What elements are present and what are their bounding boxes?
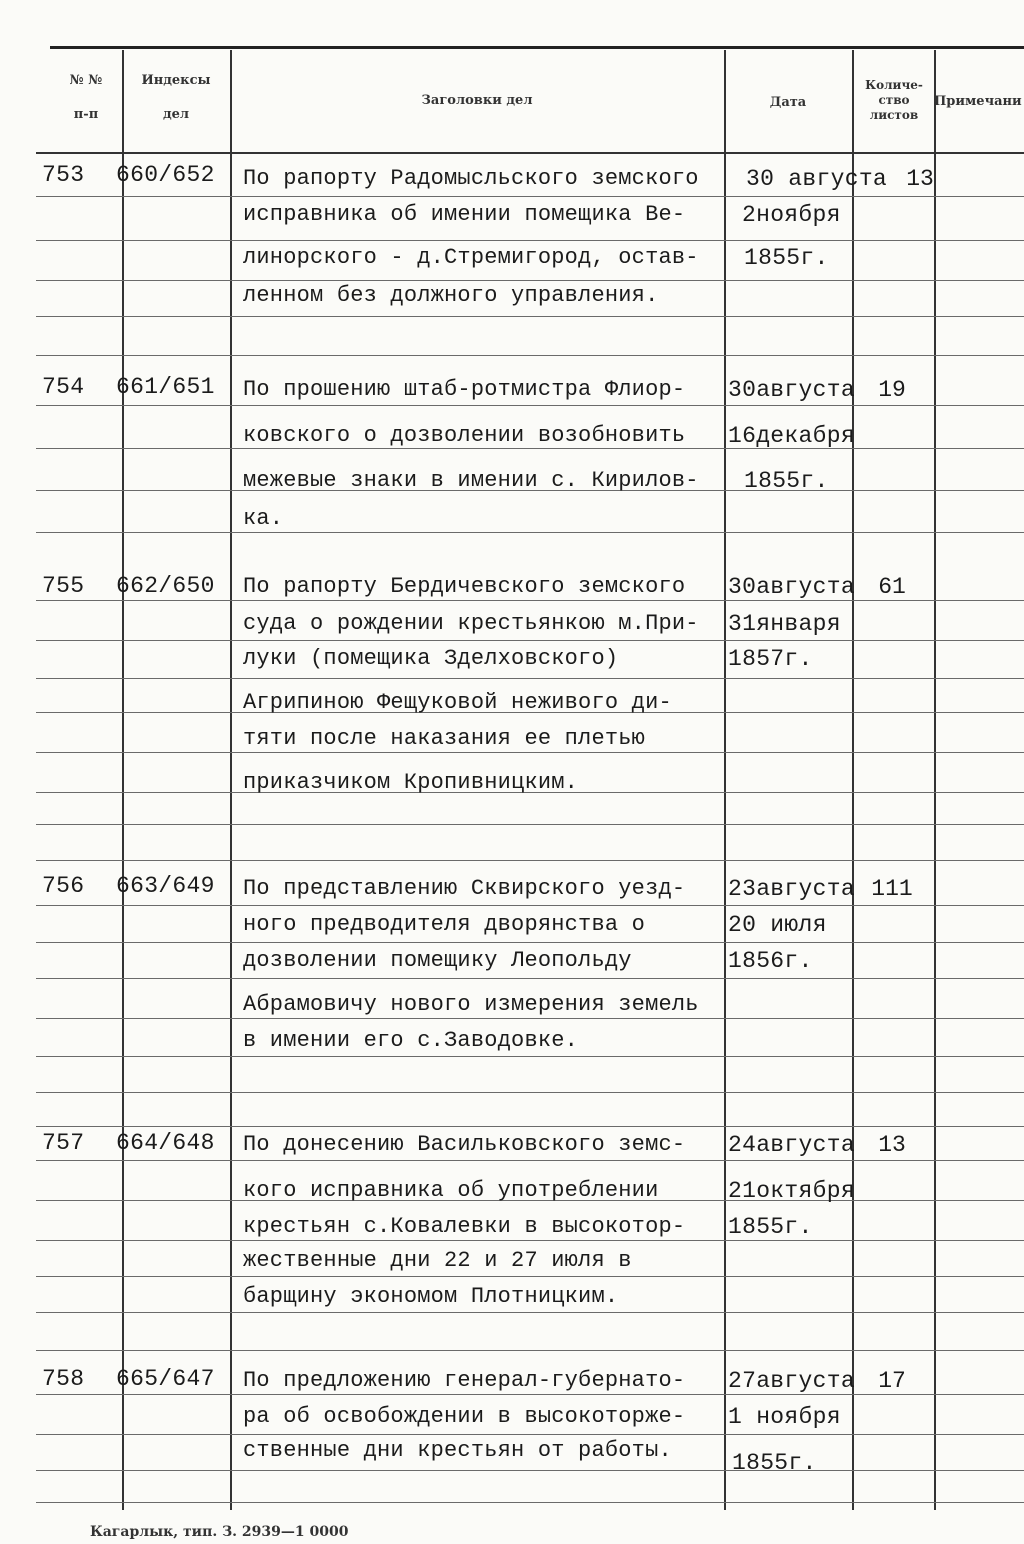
row-date: 16декабря <box>728 423 855 449</box>
row-title-line: По прошению штаб-ротмистра Флиор- <box>243 377 686 402</box>
row-title-line: ковского о дозволении возобновить <box>243 423 686 448</box>
ruled-line <box>36 978 1024 979</box>
row-title-line: линорского - д.Стремигород, остав- <box>243 245 699 270</box>
row-date: 1855г. <box>744 468 829 494</box>
ruled-line <box>36 448 1024 449</box>
row-qty: 17 <box>878 1368 906 1394</box>
ruled-line <box>36 196 1024 197</box>
row-title-line: ра об освобождении в высокоторже- <box>243 1404 686 1429</box>
ruled-line <box>36 1126 1024 1127</box>
row-date: 21октября <box>728 1178 855 1204</box>
row-title-line: ного предводителя дворянства о <box>243 912 646 937</box>
row-title-line: кого исправника об употреблении <box>243 1178 659 1203</box>
row-number: 753 <box>42 162 85 188</box>
row-index: 663/649 <box>116 873 215 899</box>
row-qty: 19 <box>878 377 906 403</box>
ruled-line <box>36 942 1024 943</box>
ruled-line <box>36 355 1024 356</box>
row-title-line: Абрамовичу нового измерения земель <box>243 992 699 1017</box>
row-title-line: луки (помещика Зделховского) <box>243 646 619 671</box>
column-divider <box>852 50 854 1510</box>
row-date: 1855г. <box>728 1214 813 1240</box>
row-number: 757 <box>42 1130 85 1156</box>
row-date: 1855г. <box>744 245 829 271</box>
ruled-line <box>36 405 1024 406</box>
ruled-line <box>36 280 1024 281</box>
row-title-line: дозволении помещику Леопольду <box>243 948 632 973</box>
ruled-line <box>36 1394 1024 1395</box>
row-title-line: ка. <box>243 506 284 531</box>
row-title-line: барщину экономом Плотницким. <box>243 1284 619 1309</box>
row-date: 24августа <box>728 1132 855 1158</box>
ruled-line <box>36 1092 1024 1093</box>
row-qty: 13 <box>878 1132 906 1158</box>
row-title-line: По рапорту Бердичевского земского <box>243 574 686 599</box>
column-divider <box>122 50 124 1510</box>
row-date: 30 августа <box>746 166 888 192</box>
header-index: Индексы дел <box>141 73 211 122</box>
row-number: 755 <box>42 573 85 599</box>
row-title-line: межевые знаки в имении с. Кирилов- <box>243 468 699 493</box>
row-qty: 111 <box>871 876 913 902</box>
row-date: 23августа <box>728 876 855 902</box>
ruled-line <box>36 1056 1024 1057</box>
row-title-line: исправника об имении помещика Ве- <box>243 202 686 227</box>
row-qty: 61 <box>878 574 906 600</box>
row-title-line: суда о рождении крестьянкою м.При- <box>243 611 699 636</box>
ruled-line <box>36 1312 1024 1313</box>
column-divider <box>724 50 726 1510</box>
header-notes: Примечани <box>934 94 1022 109</box>
row-number: 754 <box>42 374 85 400</box>
header-bottom-border <box>36 152 1024 154</box>
row-index: 665/647 <box>116 1366 215 1392</box>
ruled-line <box>36 532 1024 533</box>
ruled-line <box>36 1434 1024 1435</box>
ruled-line <box>36 1470 1024 1471</box>
row-title-line: приказчиком Кропивницким. <box>243 770 579 795</box>
header-qty: Количе- ство листов <box>865 78 923 122</box>
ruled-line <box>36 824 1024 825</box>
header-num: № № п-п <box>69 73 103 122</box>
row-title-line: в имении его с.Заводовке. <box>243 1028 579 1053</box>
row-date: 20 июля <box>728 912 827 938</box>
ruled-line <box>36 640 1024 641</box>
row-date: 1856г. <box>728 948 813 974</box>
row-date: 1 ноября <box>728 1404 841 1430</box>
row-date: 30августа <box>728 574 855 600</box>
ruled-line <box>36 1276 1024 1277</box>
row-title-line: ленном без должного управления. <box>243 283 659 308</box>
ruled-line <box>36 1240 1024 1241</box>
ruled-line <box>36 905 1024 906</box>
column-divider <box>230 50 232 1510</box>
row-index: 662/650 <box>116 573 215 599</box>
row-title-line: жественные дни 22 и 27 июля в <box>243 1248 632 1273</box>
header-date: Дата <box>769 95 807 110</box>
header-title: Заголовки дел <box>421 93 533 108</box>
row-qty: 13 <box>906 166 934 192</box>
row-date: 1855г. <box>732 1450 817 1476</box>
ruled-line <box>36 1018 1024 1019</box>
row-number: 756 <box>42 873 85 899</box>
row-title-line: По представлению Сквирского уезд- <box>243 876 686 901</box>
column-divider <box>934 50 936 1510</box>
ruled-line <box>36 1350 1024 1351</box>
row-title-line: По донесению Васильковского земс- <box>243 1132 686 1157</box>
row-date: 27августа <box>728 1368 855 1394</box>
printer-imprint: Кагарлык, тип. З. 2939—1 0000 <box>90 1524 349 1540</box>
row-title-line: Агрипиною Фещуковой неживого ди- <box>243 690 672 715</box>
row-date: 2ноября <box>742 202 841 228</box>
ruled-line <box>36 316 1024 317</box>
row-title-line: тяти после наказания ее плетью <box>243 726 646 751</box>
ruled-line <box>36 1502 1024 1503</box>
row-date: 31января <box>728 611 841 637</box>
row-index: 660/652 <box>116 162 215 188</box>
row-title-line: ственные дни крестьян от работы. <box>243 1438 672 1463</box>
ruled-line <box>36 1160 1024 1161</box>
ruled-line <box>36 860 1024 861</box>
row-date: 1857г. <box>728 646 813 672</box>
row-number: 758 <box>42 1366 85 1392</box>
table-top-border <box>50 46 1024 49</box>
ruled-line <box>36 678 1024 679</box>
row-date: 30августа <box>728 377 855 403</box>
row-title-line: крестьян с.Ковалевки в высокотор- <box>243 1214 686 1239</box>
row-title-line: По предложению генерал-губернато- <box>243 1368 686 1393</box>
row-index: 661/651 <box>116 374 215 400</box>
ruled-line <box>36 240 1024 241</box>
ruled-line <box>36 600 1024 601</box>
row-index: 664/648 <box>116 1130 215 1156</box>
row-title-line: По рапорту Радомысльского земского <box>243 166 699 191</box>
ruled-line <box>36 752 1024 753</box>
